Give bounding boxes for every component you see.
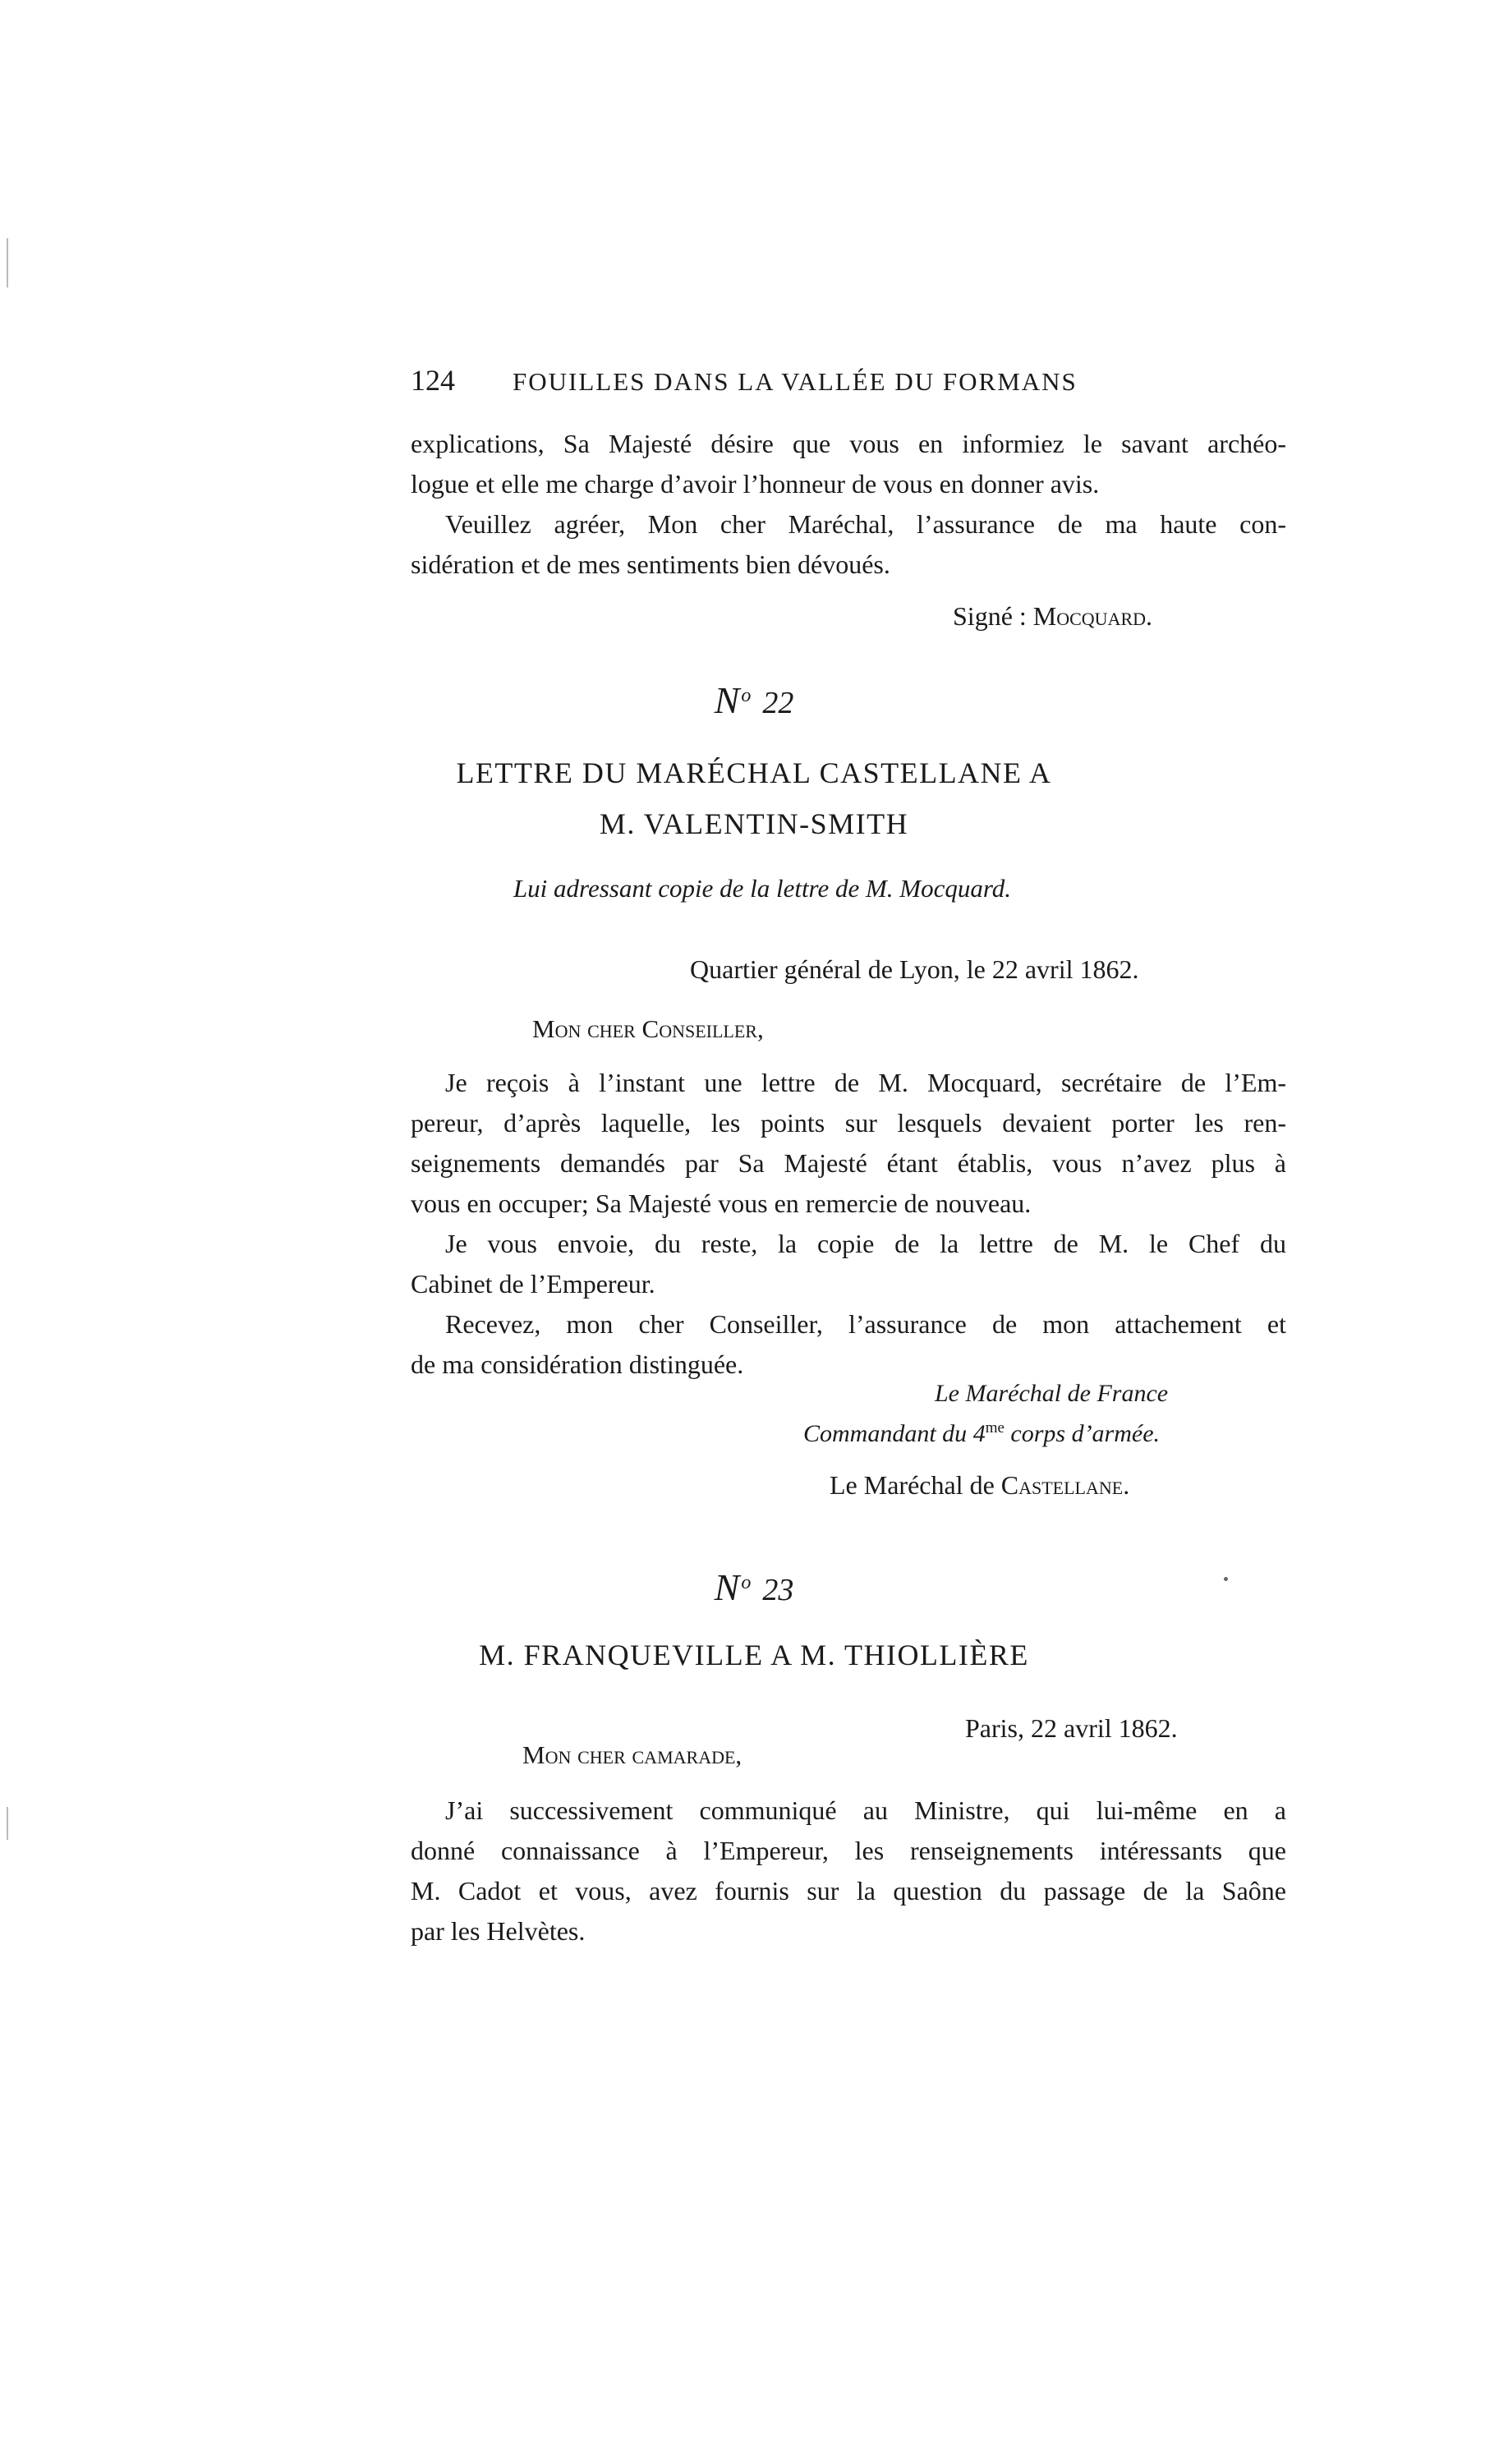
text-line: Cabinet de l’Empereur. — [411, 1269, 655, 1299]
text-line: M. Cadot et vous, avez fournis sur la question du passage de la Saône — [411, 1876, 1286, 1905]
running-title: FOUILLES DANS LA VALLÉE DU FORMANS — [513, 367, 1078, 396]
letter-title-line2: M. VALENTIN-SMITH — [599, 807, 909, 840]
text-line: logue et elle me charge d’avoir l’honneur de vous en donner avis. — [411, 469, 1100, 499]
page-number: 124 — [411, 364, 455, 397]
text-line: de ma considération distinguée. — [411, 1349, 744, 1379]
place-date: Paris, 22 avril 1862. — [965, 1713, 1178, 1743]
signature-name: Mocquard. — [1032, 601, 1153, 631]
closing-rank: Le Maréchal de France — [935, 1380, 1169, 1407]
salutation: Mon cher Conseiller, — [532, 1014, 764, 1043]
text-line: sidération et de mes sentiments bien dévoués. — [411, 549, 890, 579]
text-line: J’ai successivement communiqué au Ministre, qui lui-même en a — [445, 1795, 1286, 1825]
letter-number-23: $N^o$ 23 — [714, 1566, 794, 1608]
text-line: Je reçois à l’instant une lettre de M. Mocquard, secrétaire de l’Em- — [445, 1068, 1286, 1097]
text-line: Recevez, mon cher Conseiller, l’assurance de mon attachement et — [445, 1309, 1286, 1339]
text-line: vous en occuper; Sa Majesté vous en remercie de nouveau. — [411, 1188, 1032, 1218]
closing-command: Commandant du $4^{me}$ corps d’armée. — [803, 1419, 1161, 1447]
text-line: Je vous envoie, du reste, la copie de la lettre de M. le Chef du — [445, 1229, 1286, 1258]
letter-number-22: $N^o$ 22 — [714, 679, 794, 721]
text-line: seignements demandés par Sa Majesté étant établis, vous n’avez plus à — [411, 1148, 1286, 1178]
text-line: donné connaissance à l’Empereur, les renseignements intéressants que — [411, 1836, 1286, 1865]
text-line: pereur, d’après laquelle, les points sur lesquels devaient porter les ren- — [411, 1108, 1286, 1138]
running-header — [411, 363, 1232, 398]
signature-castellane: Le Maréchal de Castellane. — [830, 1470, 1130, 1500]
letter-title: LETTRE DU MARÉCHAL CASTELLANE A — [456, 756, 1052, 789]
scan-edge-mark — [7, 238, 8, 287]
letter-subtitle: Lui adressant copie de la lettre de M. Mocquard. — [513, 874, 1012, 903]
text-line: explications, Sa Majesté désire que vous en informiez le savant archéo- — [411, 429, 1286, 458]
place-date: Quartier général de Lyon, le 22 avril 1862. — [690, 954, 1139, 984]
salutation: Mon cher camarade, — [522, 1740, 743, 1769]
text-line: Veuillez agréer, Mon cher Maréchal, l’assurance de ma haute con- — [445, 509, 1286, 539]
letter-body — [411, 1791, 1286, 1951]
scan-speck — [1224, 1577, 1228, 1581]
letter-body — [411, 1063, 1286, 1385]
signature-mocquard — [953, 596, 1152, 637]
scan-edge-mark — [7, 1807, 8, 1840]
text-line: par les Helvètes. — [411, 1916, 586, 1946]
continuation-paragraph — [411, 424, 1286, 585]
signature-prefix: Signé : — [953, 601, 1033, 631]
letter-title: M. FRANQUEVILLE A M. THIOLLIÈRE — [479, 1639, 1029, 1671]
